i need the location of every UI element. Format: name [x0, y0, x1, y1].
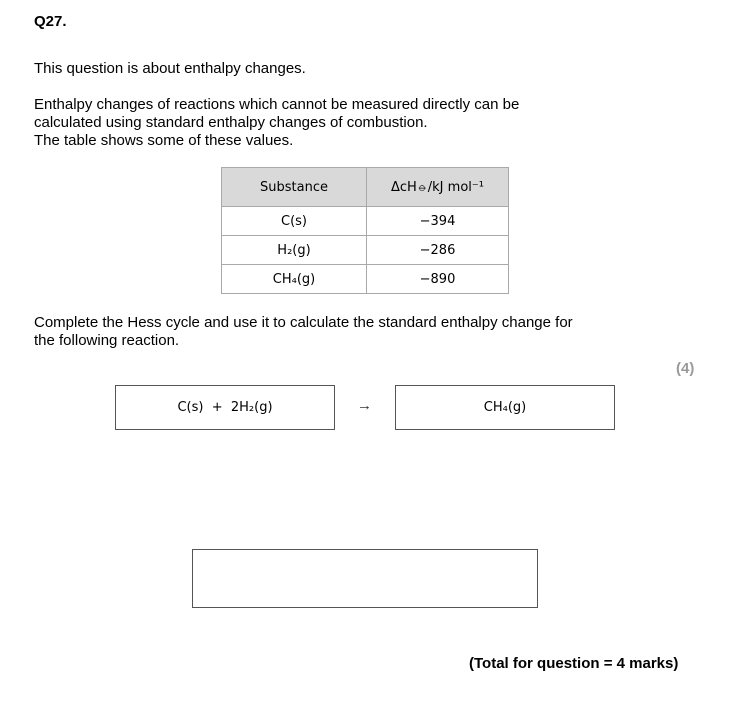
reaction-arrow: →: [357, 397, 372, 414]
table-row: [222, 236, 509, 265]
reactants-box: [115, 385, 335, 430]
product-text: CH₄(g): [483, 400, 527, 415]
header-enthalpy: ΔcH⦵/kJ mol⁻¹: [367, 168, 509, 207]
instruction-line: Complete the Hess cycle and use it to calculate the standard enthalpy change for: [34, 314, 573, 331]
cell-value: −286: [367, 236, 509, 265]
product-box: [395, 385, 615, 430]
total-marks: (Total for question = 4 marks): [469, 655, 679, 672]
paragraph-line: The table shows some of these values.: [34, 132, 294, 149]
paragraph-line: Enthalpy changes of reactions which cannot be measured directly can be: [34, 96, 520, 113]
intro-text: This question is about enthalpy changes.: [34, 60, 306, 77]
cell-substance: H₂(g): [222, 236, 367, 265]
cell-value: −890: [367, 265, 509, 294]
cell-value: −394: [367, 207, 509, 236]
header-substance: Substance: [222, 168, 367, 207]
combustion-products-box[interactable]: [192, 549, 538, 608]
paragraph-line: calculated using standard enthalpy changes of combustion.: [34, 114, 428, 131]
instruction-paragraph: [34, 314, 573, 350]
cell-substance: C(s): [222, 207, 367, 236]
context-paragraph: [34, 96, 594, 150]
enthalpy-table: [221, 167, 509, 294]
table-header-row: [222, 168, 509, 207]
instruction-line: the following reaction.: [34, 332, 180, 349]
marks-label: (4): [676, 360, 695, 377]
question-number: Q27.: [34, 13, 67, 30]
reactants-text: C(s) + 2H₂(g): [177, 400, 273, 415]
table-row: [222, 207, 509, 236]
table-row: [222, 265, 509, 294]
cell-substance: CH₄(g): [222, 265, 367, 294]
